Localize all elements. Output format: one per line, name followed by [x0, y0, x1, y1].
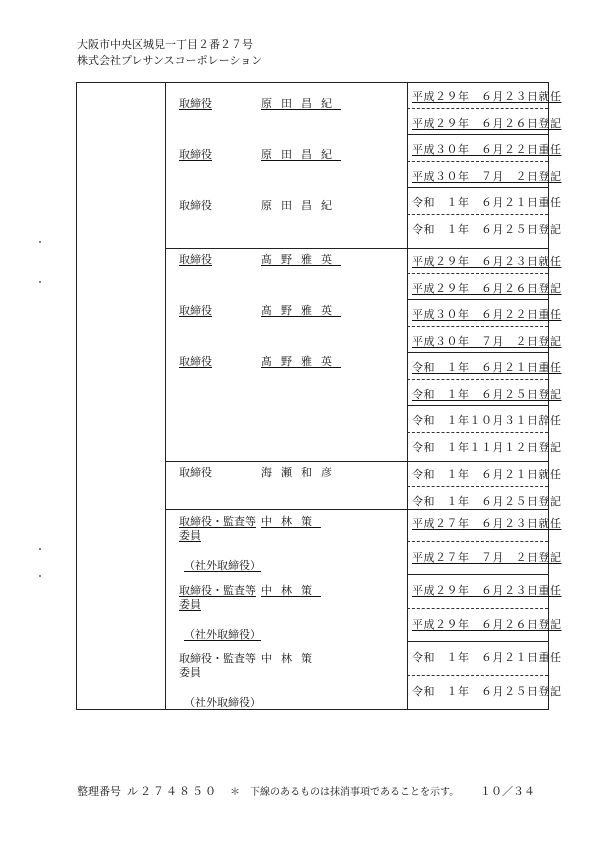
registry-date: 平成２９年 ６月２３日就任 — [412, 255, 562, 268]
reference-number: ル２７４８５０ — [127, 785, 218, 798]
registry-date: 平成２７年 ７月 ２日登記 — [412, 550, 562, 564]
officer-role: 取締役・監査等 — [179, 515, 256, 528]
officer-name: 髙野雅英 — [261, 304, 341, 317]
column-divider — [407, 83, 408, 709]
officer-role: 取締役 — [179, 199, 212, 212]
registry-date: 平成２９年 ６月２３日重任 — [412, 584, 562, 597]
officer-role: 取締役 — [179, 355, 212, 368]
officer-role: 取締役 — [179, 466, 212, 479]
dashed-separator — [407, 486, 548, 487]
reference-label: 整理番号 — [77, 785, 121, 798]
registry-date: 令和 １年 ６月２１日就任 — [412, 468, 562, 481]
registry-date: 平成２９年 ６月２３日就任 — [412, 90, 562, 103]
officer-name: 髙野雅英 — [261, 253, 341, 266]
dashed-separator — [407, 432, 548, 433]
dashed-separator — [407, 214, 548, 215]
officer-name: 中林策 — [261, 652, 321, 665]
company-address: 大阪市中央区城見一丁目２番２７号 — [77, 38, 253, 51]
date-separator — [407, 405, 548, 406]
document-header — [77, 37, 262, 69]
registry-date: 令和 １年 ６月２５日登記 — [412, 387, 562, 401]
dashed-separator — [407, 379, 548, 380]
officer-role-line2: 委員 — [179, 666, 201, 679]
date-separator — [407, 187, 548, 188]
registry-date: 令和 １年 ６月２１日重任 — [412, 361, 562, 374]
column-divider — [165, 83, 166, 709]
officer-role: 取締役・監査等 — [179, 652, 256, 665]
group-separator — [165, 509, 548, 510]
registry-date: 令和 １年１０月３１日辞任 — [412, 414, 562, 427]
officer-role-line2: 委員 — [179, 598, 201, 611]
date-separator — [407, 352, 548, 353]
registry-date: 平成３０年 ７月 ２日登記 — [412, 334, 562, 348]
scan-speck — [39, 281, 41, 283]
registry-date: 平成２９年 ６月２６日登記 — [412, 116, 562, 130]
registry-date: 令和 １年１１月１２日登記 — [412, 440, 562, 454]
officer-name: 原田昌紀 — [261, 199, 341, 212]
dashed-separator — [407, 108, 548, 109]
dashed-separator — [407, 675, 548, 676]
date-separator — [407, 299, 548, 300]
officer-role: 取締役 — [179, 304, 212, 317]
registry-date: 平成２９年 ６月２６日登記 — [412, 281, 562, 295]
officer-role: 取締役 — [179, 253, 212, 266]
page-number: １０／３４ — [480, 785, 535, 798]
registry-date: 令和 １年 ６月２５日登記 — [412, 684, 562, 698]
registry-date: 平成３０年 ６月２２日重任 — [412, 308, 562, 321]
officer-name: 海瀬和彦 — [261, 466, 341, 479]
date-separator — [407, 641, 548, 642]
officer-name: 髙野雅英 — [261, 355, 341, 368]
date-separator — [407, 134, 548, 135]
scan-speck — [39, 548, 41, 550]
registry-date: 平成３０年 ６月２２日重任 — [412, 143, 562, 156]
officer-role: 取締役・監査等 — [179, 584, 256, 597]
dashed-separator — [407, 161, 548, 162]
outside-director-label: （社外取締役） — [184, 559, 261, 572]
officer-role-line2: 委員 — [179, 529, 201, 542]
registry-date: 平成２９年 ６月２６日登記 — [412, 617, 562, 631]
registry-date: 令和 １年 ６月２１日重任 — [412, 196, 562, 209]
dashed-separator — [407, 541, 548, 542]
dashed-separator — [407, 273, 548, 274]
outside-director-label: （社外取締役） — [184, 696, 261, 709]
scan-speck — [39, 241, 41, 243]
group-separator — [165, 248, 548, 249]
outside-director-label: （社外取締役） — [184, 628, 261, 641]
officer-name: 中林策 — [261, 584, 321, 597]
officer-role: 取締役 — [179, 97, 212, 110]
company-name: 株式会社プレサンスコーポレーション — [77, 54, 263, 67]
registry-date: 令和 １年 ６月２１日重任 — [412, 651, 562, 664]
officer-name: 中林策 — [261, 515, 321, 528]
dashed-separator — [407, 326, 548, 327]
registry-date: 令和 １年 ６月２５日登記 — [412, 494, 562, 508]
dashed-separator — [407, 608, 548, 609]
underline-note: ＊ 下線のあるものは抹消事項であることを示す。 — [230, 787, 460, 798]
officer-name: 原田昌紀 — [261, 97, 341, 110]
registry-date: 平成３０年 ７月 ２日登記 — [412, 169, 562, 183]
registry-date: 平成２７年 ６月２３日就任 — [412, 517, 562, 530]
registry-date: 令和 １年 ６月２５日登記 — [412, 222, 562, 236]
officer-name: 原田昌紀 — [261, 148, 341, 161]
group-separator — [165, 461, 548, 462]
scan-speck — [39, 575, 41, 577]
date-separator — [407, 574, 548, 575]
officer-role: 取締役 — [179, 148, 212, 161]
